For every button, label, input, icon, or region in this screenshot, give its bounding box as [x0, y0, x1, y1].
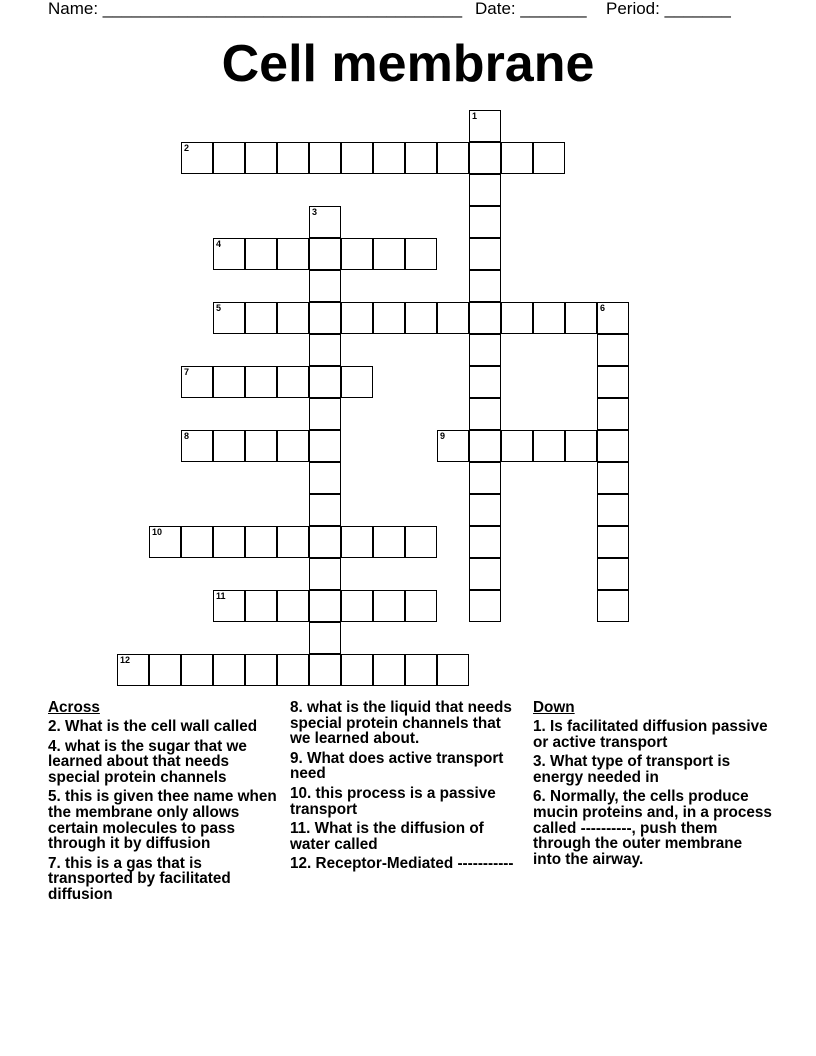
crossword-cell[interactable]: [405, 526, 437, 558]
crossword-cell[interactable]: [405, 654, 437, 686]
crossword-cell[interactable]: [245, 302, 277, 334]
crossword-cell[interactable]: [597, 558, 629, 590]
crossword-cell[interactable]: [565, 302, 597, 334]
crossword-cell[interactable]: [373, 142, 405, 174]
crossword-cell[interactable]: [597, 462, 629, 494]
crossword-cell[interactable]: [597, 526, 629, 558]
clue-across-2: 2. What is the cell wall called: [48, 718, 258, 735]
crossword-cell[interactable]: [277, 526, 309, 558]
across-clues-continued: [290, 700, 522, 876]
crossword-cell[interactable]: [213, 654, 245, 686]
crossword-cell[interactable]: [149, 526, 181, 558]
crossword-cell[interactable]: [405, 142, 437, 174]
crossword-cell[interactable]: [469, 430, 501, 462]
crossword-cell[interactable]: [373, 302, 405, 334]
clue-number-label: 11: [216, 591, 226, 601]
crossword-cell[interactable]: [277, 302, 309, 334]
clue-number-label: 3: [312, 207, 318, 217]
crossword-cell[interactable]: [501, 142, 533, 174]
crossword-cell[interactable]: [469, 238, 501, 270]
crossword-cell[interactable]: [533, 430, 565, 462]
crossword-cell[interactable]: [245, 238, 277, 270]
crossword-cell[interactable]: [213, 590, 245, 622]
crossword-cell[interactable]: [309, 526, 341, 558]
crossword-cell[interactable]: [469, 398, 501, 430]
crossword-cell[interactable]: [181, 526, 213, 558]
crossword-cell[interactable]: [341, 142, 373, 174]
crossword-cell[interactable]: [469, 174, 501, 206]
crossword-cell[interactable]: [309, 270, 341, 302]
crossword-cell[interactable]: [373, 654, 405, 686]
name-field[interactable]: Name: ______________________________________: [48, 0, 463, 18]
crossword-cell[interactable]: [181, 654, 213, 686]
crossword-cell[interactable]: [469, 270, 501, 302]
crossword-cell[interactable]: [277, 654, 309, 686]
across-heading: Across: [48, 699, 100, 716]
crossword-cell[interactable]: [213, 526, 245, 558]
clue-number-label: 4: [216, 239, 222, 249]
clue-number-label: 7: [184, 367, 190, 377]
crossword-cell[interactable]: [437, 654, 469, 686]
crossword-cell[interactable]: [181, 430, 213, 462]
crossword-cell[interactable]: [213, 430, 245, 462]
crossword-cell[interactable]: [245, 526, 277, 558]
crossword-cell[interactable]: [245, 366, 277, 398]
clue-number-label: 9: [440, 431, 446, 441]
crossword-cell[interactable]: [597, 430, 629, 462]
crossword-cell[interactable]: [373, 526, 405, 558]
crossword-cell[interactable]: [437, 302, 469, 334]
down-clues: [533, 700, 773, 871]
crossword-cell[interactable]: [181, 142, 213, 174]
clue-across-10: 10. this process is a passive transport: [290, 784, 496, 818]
crossword-cell[interactable]: [597, 334, 629, 366]
crossword-cell[interactable]: [277, 430, 309, 462]
crossword-cell[interactable]: [309, 654, 341, 686]
crossword-cell[interactable]: [309, 462, 341, 494]
crossword-cell[interactable]: [437, 430, 469, 462]
crossword-cell[interactable]: [469, 142, 501, 174]
crossword-cell[interactable]: [469, 494, 501, 526]
crossword-cell[interactable]: [309, 238, 341, 270]
clue-number-label: 12: [120, 655, 131, 665]
crossword-cell[interactable]: [469, 590, 501, 622]
crossword-cell[interactable]: [469, 206, 501, 238]
crossword-cell[interactable]: [181, 366, 213, 398]
crossword-cell[interactable]: [277, 590, 309, 622]
crossword-cell[interactable]: [245, 430, 277, 462]
crossword-cell[interactable]: [309, 430, 341, 462]
crossword-cell[interactable]: [469, 526, 501, 558]
clue-across-9: 9. What does active transport need: [290, 749, 504, 783]
crossword-cell[interactable]: [309, 334, 341, 366]
crossword-cell[interactable]: [245, 142, 277, 174]
crossword-cell[interactable]: [309, 302, 341, 334]
clue-number-label: 2: [184, 143, 190, 153]
crossword-cell[interactable]: [309, 494, 341, 526]
clue-across-11: 11. What is the diffusion of water called: [290, 820, 484, 853]
crossword-cell[interactable]: [597, 590, 629, 622]
crossword-cell[interactable]: [597, 494, 629, 526]
clue-across-12: 12. Receptor-Mediated -----------: [290, 855, 514, 873]
crossword-cell[interactable]: [373, 238, 405, 270]
crossword-cell[interactable]: [213, 238, 245, 270]
crossword-cell[interactable]: [309, 590, 341, 622]
crossword-cell[interactable]: [373, 590, 405, 622]
across-clues: [48, 700, 284, 907]
crossword-cell[interactable]: [469, 462, 501, 494]
crossword-cell[interactable]: [117, 654, 149, 686]
clue-number-label: 10: [152, 527, 163, 537]
clue-number-label: 1: [472, 111, 478, 121]
page-title: Cell membrane: [221, 35, 595, 93]
crossword-cell[interactable]: [341, 526, 373, 558]
crossword-cell[interactable]: [213, 142, 245, 174]
crossword-cell[interactable]: [341, 302, 373, 334]
crossword-cell[interactable]: [341, 590, 373, 622]
crossword-cell[interactable]: [469, 334, 501, 366]
crossword-cell[interactable]: [437, 142, 469, 174]
crossword-cell[interactable]: [597, 302, 629, 334]
crossword-cell[interactable]: [469, 110, 501, 142]
crossword-cell[interactable]: [309, 558, 341, 590]
clue-number-label: 8: [184, 431, 190, 441]
clue-down-3: 3. What type of transport is energy needed in: [533, 753, 731, 786]
crossword-cell[interactable]: [405, 302, 437, 334]
crossword-cell[interactable]: [277, 238, 309, 270]
clue-across-8: 8. what is the liquid that needs special protein channels that we learned about.: [290, 699, 512, 748]
crossword-cell[interactable]: [245, 590, 277, 622]
clue-number-label: 6: [600, 303, 606, 313]
crossword-cell[interactable]: [341, 366, 373, 398]
crossword-cell[interactable]: [277, 142, 309, 174]
crossword-cell[interactable]: [405, 590, 437, 622]
down-heading: Down: [533, 699, 575, 716]
crossword-cell[interactable]: [501, 302, 533, 334]
clue-across-4: 4. what is the sugar that we learned about that needs special protein channels: [48, 737, 247, 786]
crossword-cell[interactable]: [309, 142, 341, 174]
crossword-cell[interactable]: [597, 366, 629, 398]
crossword-cell[interactable]: [341, 654, 373, 686]
crossword-cell[interactable]: [469, 558, 501, 590]
crossword-cell[interactable]: [565, 430, 597, 462]
crossword-cell[interactable]: [597, 398, 629, 430]
crossword-cell[interactable]: [309, 398, 341, 430]
period-field[interactable]: Period: _______: [606, 0, 731, 18]
clue-across-5: 5. this is given thee name when the membrane only allows certain molecules to pass through it by diffusion: [48, 788, 277, 853]
crossword-cell[interactable]: [501, 430, 533, 462]
crossword-cell[interactable]: [469, 302, 501, 334]
crossword-cell[interactable]: [149, 654, 181, 686]
crossword-cell[interactable]: [405, 238, 437, 270]
crossword-cell[interactable]: [309, 622, 341, 654]
crossword-cell[interactable]: [245, 654, 277, 686]
crossword-cell[interactable]: [533, 142, 565, 174]
crossword-cell[interactable]: [469, 366, 501, 398]
crossword-cell[interactable]: [533, 302, 565, 334]
crossword-cell[interactable]: [277, 366, 309, 398]
crossword-cell[interactable]: [213, 366, 245, 398]
date-field[interactable]: Date: _______: [475, 0, 587, 18]
clue-number-label: 5: [216, 303, 222, 313]
crossword-cell[interactable]: [341, 238, 373, 270]
clue-down-6: 6. Normally, the cells produce mucin proteins and, in a process called ----------, push them through the outer membrane into the airway.: [533, 788, 772, 868]
clue-down-1: 1. Is facilitated diffusion passive or active transport: [533, 718, 768, 751]
clue-across-7: 7. this is a gas that is transported by facilitated diffusion: [48, 854, 231, 903]
crossword-cell[interactable]: [309, 206, 341, 238]
crossword-cell[interactable]: [213, 302, 245, 334]
crossword-cell[interactable]: [309, 366, 341, 398]
